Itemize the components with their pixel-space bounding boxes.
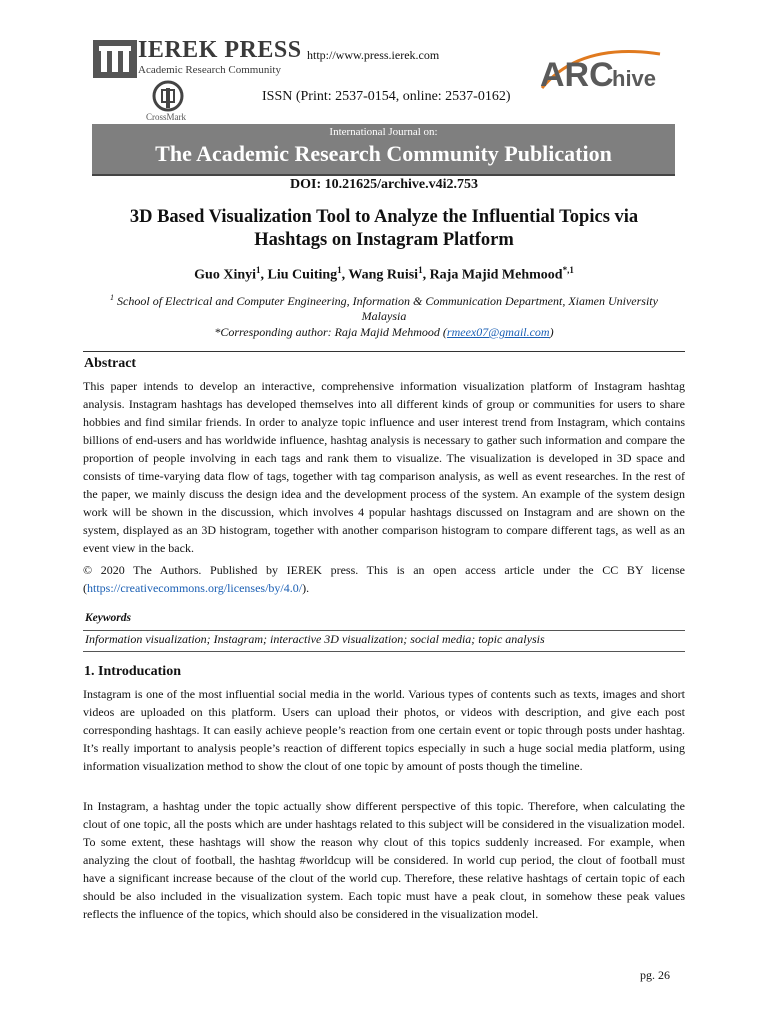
intro-paragraph-1: Instagram is one of the most influential social media in the world. Various types of contents such as texts, images and short videos are uploaded on this platform. Users can upload their photos, or videos with description, and give each post corresponding hashtags. It can easily achieve people’s reaction from one certain event or topic through posts under hashtag. It’s really important to analysis people’s reaction of different topics especially in such a huge social media platform, using information visualization method to show the clout of one topic by amount of posts though the timeline. [83,687,685,773]
intro-heading: 1. Introducation [84,664,181,679]
page-number: pg. 26 [640,968,670,982]
keywords-divider-bottom [83,651,685,652]
corresponding-email-link[interactable]: rmeex07@gmail.com [446,325,550,339]
affiliation-text: School of Electrical and Computer Engineering, Information & Communication Department, Xiamen University Malaysia [117,294,658,323]
license-text: © 2020 The Authors. Published by IEREK press. This is an open access article under the CC BY license ( [83,563,685,595]
affiliation-sup: 1 [110,293,115,302]
archive-logo-tail: hive [612,66,657,91]
publisher-subtitle: Academic Research Community [138,64,281,76]
press-url[interactable]: http://www.press.ierek.com [307,48,440,62]
crossmark-label: CrossMark [146,112,186,122]
license-link[interactable]: https://creativecommons.org/licenses/by/4.0/ [87,581,303,595]
author-list: Guo Xinyi$^1$, Liu Cuiting$^1$, Wang Ruisi$^1$, Raja Majid Mehmood$^{*,1}$ [194,265,574,283]
ierek-logo-icon [93,40,137,78]
abstract-divider [83,351,685,352]
keywords-text: Information visualization; Instagram; interactive 3D visualization; social media; topic analysis [85,632,545,646]
affiliation [110,290,658,324]
author-name: Guo Xinyi [194,267,257,283]
journal-title: The Academic Research Community Publication [155,141,612,166]
abstract-heading: Abstract [84,356,137,371]
author-sup: *,1 [562,265,574,275]
keywords-label: Keywords [85,612,131,624]
author-sup: 1 [256,265,261,275]
corresponding-author [0,325,768,340]
corresponding-prefix: *Corresponding author: Raja Majid Mehmood ( [214,325,447,339]
paper-title-line1: 3D Based Visualization Tool to Analyze the Influential Topics via [129,207,639,227]
paper-title-line2: Hashtags on Instagram Platform [254,230,514,250]
journal-kicker: International Journal on: [329,126,438,138]
license-end: ). [302,581,310,595]
author-sup: 1 [418,265,423,275]
journal-banner [92,124,675,174]
archive-logo-main: ARC [540,56,614,92]
doi[interactable]: DOI: 10.21625/archive.v4i2.753 [290,177,478,192]
archive-logo-icon [540,48,680,92]
keywords-divider-top [83,630,685,631]
author-name: Liu Cuiting [267,267,338,283]
abstract-text: This paper intends to develop an interactive, comprehensive information visualization platform of Instagram hashtag analysis. Instagram hashtags has developed themselves into all different kinds of group or communities for users to share hobbies and find similar friends. In order to analyze topic influence and user interest trend from Instagram, which contains billions of end-users and has worldwide influence, hashtag analysis is necessary to gather such information and compare the proportion of people involving in each tags and rank them to visualize. The visualization is developed in 3D space and consists of time-varying data flow of tags, together with tag comparison analysis, as well as event researches. In the rest of the paper, we mainly discuss the design idea and the development process of the system. An example of the system design work will be shown in the discussion, which involves 4 popular hashtags discussed on Instagram and are shown on the system, displayed as an 3D histogram, together with another comparison histogram to compare different tags, as well as an event view in the back. [83,379,685,555]
author-name: Wang Ruisi [348,267,419,283]
corresponding-suffix: ) [549,325,554,339]
paper-title [80,206,688,252]
author-name: Raja Majid Mehmood [429,267,563,283]
banner-divider [92,174,675,176]
intro-paragraph-2: In Instagram, a hashtag under the topic actually show different perspective of this topic. Therefore, when calculating the clout of one topic, all the posts which are under hashtags related to this subject will be considered in the visualization model. To some extent, these hashtags will show the reason why clout of this topics suddenly increased. For example, when analyzing the clout of football, the hashtag #worldcup will be considered. In world cup period, the clout of football must have a significant increase because of the clout of the world cup. Therefore, these relative hashtags of certain topic of each should be also included in the visualization system. Each topic must have a peak clout, in somehow these peak values reflects the influence of the topics, which should also be considered in the visualization model. [83,799,685,921]
crossmark-icon[interactable] [150,80,186,116]
publisher-name: IEREK PRESS [138,37,302,63]
license-paragraph [83,561,685,597]
issn: ISSN (Print: 2537-0154, online: 2537-0162) [262,89,511,104]
author-sup: 1 [337,265,342,275]
